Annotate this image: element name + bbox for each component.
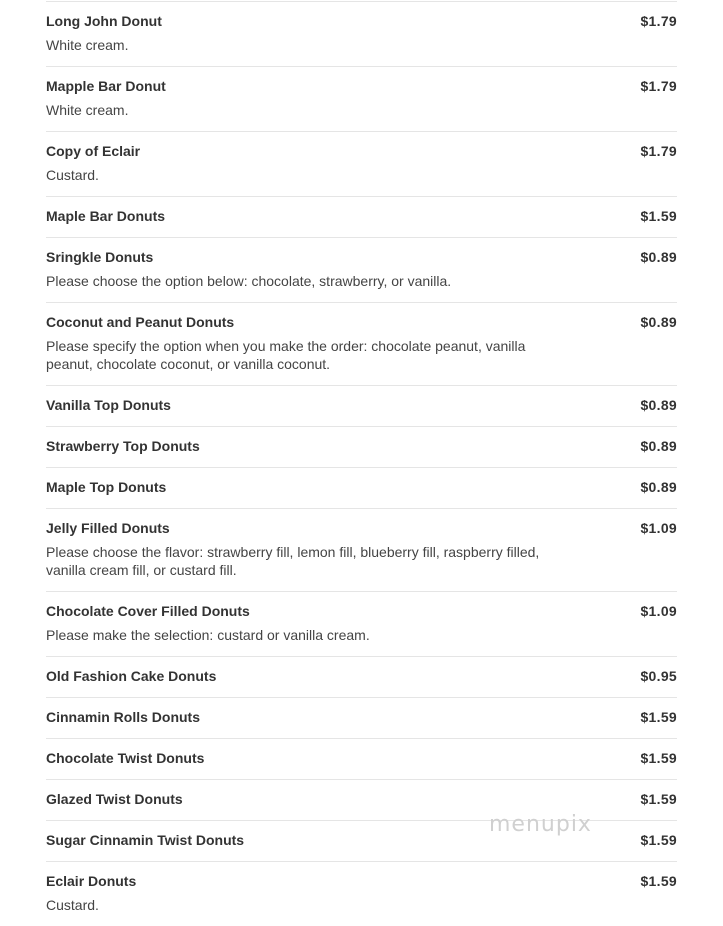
item-name: Copy of Eclair: [46, 143, 141, 159]
item-name: Long John Donut: [46, 13, 162, 29]
menu-item: [46, 468, 677, 509]
item-name: Sringkle Donuts: [46, 249, 154, 265]
item-name: Coconut and Peanut Donuts: [46, 314, 235, 330]
item-description: White cream.: [46, 37, 129, 53]
item-name: Glazed Twist Donuts: [46, 791, 183, 807]
item-description: Please specify the option when you make the order: chocolate peanut, vanilla peanut, chocolate coconut, or vanilla coconut.: [46, 338, 526, 372]
item-name: Strawberry Top Donuts: [46, 438, 200, 454]
item-price: $1.59: [640, 832, 677, 848]
menu-item: [46, 303, 677, 386]
menu-list: [46, 0, 677, 926]
item-price: $0.89: [640, 249, 677, 265]
watermark-logo: menupix: [489, 812, 592, 837]
item-price: $1.79: [640, 143, 677, 159]
menu-item: [46, 862, 677, 926]
item-name: Chocolate Twist Donuts: [46, 750, 205, 766]
item-description: Please choose the option below: chocolate, strawberry, or vanilla.: [46, 273, 452, 289]
item-name: Vanilla Top Donuts: [46, 397, 171, 413]
item-price: $0.89: [640, 397, 677, 413]
item-name: Old Fashion Cake Donuts: [46, 668, 217, 684]
item-price: $1.59: [640, 750, 677, 766]
item-price: $1.79: [640, 78, 677, 94]
item-price: $1.09: [640, 603, 677, 619]
menu-item: [46, 427, 677, 468]
item-price: $0.89: [640, 314, 677, 330]
menu-item: [46, 197, 677, 238]
item-price: $0.95: [640, 668, 677, 684]
item-description: Please make the selection: custard or vanilla cream.: [46, 627, 370, 643]
menu-item: [46, 67, 677, 132]
item-price: $1.59: [640, 208, 677, 224]
item-description: Please choose the flavor: strawberry fill, lemon fill, blueberry fill, raspberry filled, vanilla cream fill, or custard fill.: [46, 544, 540, 578]
item-name: Cinnamin Rolls Donuts: [46, 709, 200, 725]
menu-item: [46, 739, 677, 780]
menu-item: [46, 386, 677, 427]
item-name: Maple Top Donuts: [46, 479, 167, 495]
item-name: Maple Bar Donuts: [46, 208, 166, 224]
item-price: $1.59: [640, 709, 677, 725]
item-name: Chocolate Cover Filled Donuts: [46, 603, 250, 619]
item-price: $1.59: [640, 791, 677, 807]
item-price: $1.59: [640, 873, 677, 889]
item-description: White cream.: [46, 102, 129, 118]
menu-item: [46, 238, 677, 303]
menu-item: [46, 509, 677, 592]
item-price: $0.89: [640, 438, 677, 454]
menu-item: [46, 2, 677, 67]
item-price: $1.09: [640, 520, 677, 536]
item-description: Custard.: [46, 897, 99, 913]
item-price: $0.89: [640, 479, 677, 495]
item-description: Custard.: [46, 167, 99, 183]
menu-item: [46, 698, 677, 739]
item-name: Mapple Bar Donut: [46, 78, 166, 94]
item-name: Jelly Filled Donuts: [46, 520, 170, 536]
item-name: Eclair Donuts: [46, 873, 137, 889]
item-name: Sugar Cinnamin Twist Donuts: [46, 832, 245, 848]
menu-item: [46, 657, 677, 698]
item-price: $1.79: [640, 13, 677, 29]
menu-item: [46, 132, 677, 197]
menu-item: [46, 592, 677, 657]
